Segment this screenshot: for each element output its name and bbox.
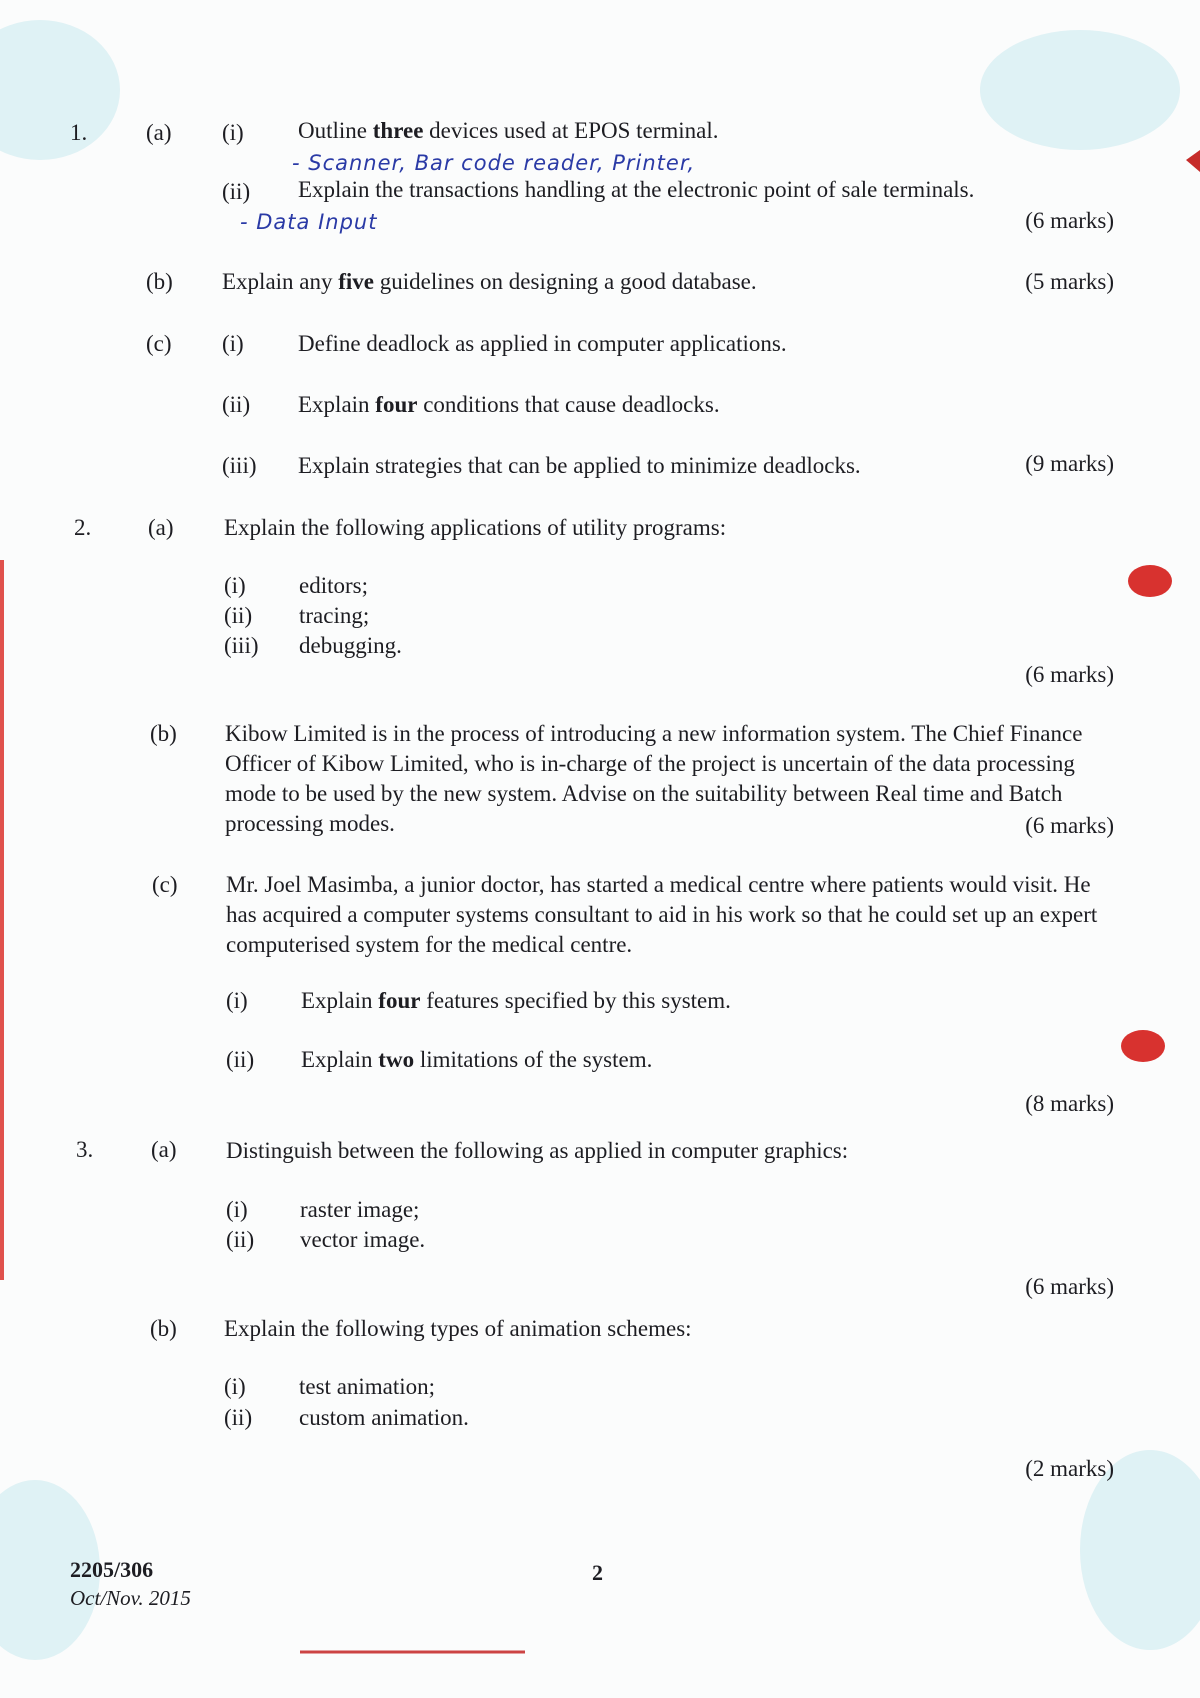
q1-c-iii-text: Explain strategies that can be applied to minimize deadlocks. <box>298 453 861 478</box>
q1-c-iii-label: (iii) <box>222 453 257 478</box>
q2-c-label: (c) <box>152 872 178 897</box>
q1-c-ii-label: (ii) <box>222 392 251 417</box>
q3-b-text: Explain the following types of animation schemes: <box>224 1316 692 1341</box>
q2-a-item-text: editors; <box>299 573 368 598</box>
q3-b-label: (b) <box>150 1316 177 1341</box>
q1-b-marks: (5 marks) <box>1025 269 1114 294</box>
text-run: Outline <box>298 118 373 143</box>
emphasis: five <box>338 269 375 294</box>
q1-a-marks: (6 marks) <box>1025 208 1114 233</box>
q1-a-ii-text: Explain the transactions handling at the electronic point of sale terminals. <box>298 177 975 202</box>
q1-a-ii-label: (ii) <box>222 179 251 204</box>
q2-c-ii-label: (ii) <box>226 1047 255 1072</box>
q3-b-item-label: (ii) <box>224 1405 253 1430</box>
q3-b-item-label: (i) <box>224 1374 246 1399</box>
text-run: Explain any <box>222 269 339 294</box>
q2-c-i-text <box>301 987 731 1015</box>
q3-a-text: Distinguish between the following as applied in computer graphics: <box>226 1138 849 1163</box>
q2-a-item-label: (i) <box>224 573 246 598</box>
text-run: Explain <box>301 988 379 1013</box>
q1-c-label: (c) <box>146 331 172 356</box>
text-run: guidelines on designing a good database. <box>374 269 757 294</box>
q1-a-label: (a) <box>146 120 172 145</box>
text-run: devices used at EPOS terminal. <box>423 118 719 143</box>
text-run: Explain <box>301 1047 379 1072</box>
emphasis: four <box>378 988 421 1013</box>
paper-code: 2205/306 <box>70 1557 154 1582</box>
red-dot <box>1121 1030 1165 1062</box>
page-number: 2 <box>592 1560 603 1585</box>
q2-a-label: (a) <box>148 515 174 540</box>
exam-date: Oct/Nov. 2015 <box>70 1586 191 1610</box>
handwritten-note: - Data Input <box>240 210 378 234</box>
q1-c-ii-text <box>298 391 720 419</box>
q2-b-label: (b) <box>150 721 177 746</box>
question-1-number: 1. <box>70 120 88 145</box>
q2-c-i-label: (i) <box>226 988 248 1013</box>
emphasis: three <box>372 118 424 143</box>
q1-a-i-label: (i) <box>222 120 244 145</box>
q2-a-marks: (6 marks) <box>1025 662 1114 687</box>
q2-b-text: Kibow Limited is in the process of introducing a new information system. The Chief Finance Officer of Kibow Limited, who is in-charge of the project is uncertain of the data processing mode to be used by the new system. Advise on the suitability between Real time and Batch processing modes. <box>225 721 1083 836</box>
q3-a-marks: (6 marks) <box>1025 1274 1114 1299</box>
q2-c-marks: (8 marks) <box>1025 1091 1114 1116</box>
q3-b-item-text: custom animation. <box>299 1405 469 1430</box>
q3-a-item-label: (ii) <box>226 1227 255 1252</box>
emphasis: four <box>375 392 418 417</box>
q3-a-item-text: vector image. <box>300 1227 426 1252</box>
q1-c-i-text: Define deadlock as applied in computer applications. <box>298 331 787 356</box>
q3-b-item-text: test animation; <box>299 1374 436 1399</box>
red-corner-mark <box>1186 150 1200 172</box>
q1-b-text <box>222 268 757 296</box>
q2-c-ii-text <box>301 1046 652 1074</box>
text-run: conditions that cause deadlocks. <box>417 392 720 417</box>
q3-a-item-text: raster image; <box>300 1197 420 1222</box>
q1-a-i-text <box>298 117 719 145</box>
q2-a-item-label: (ii) <box>224 603 253 628</box>
q2-b-marks: (6 marks) <box>1025 813 1114 838</box>
text-run: Explain <box>298 392 376 417</box>
left-red-margin <box>0 560 4 1280</box>
q3-a-item-label: (i) <box>226 1197 248 1222</box>
red-dot <box>1128 565 1172 597</box>
q2-c-text: Mr. Joel Masimba, a junior doctor, has started a medical centre where patients would visit. He has acquired a computer systems consultant to aid in his work so that he could set up an expert computerised system for the medical centre. <box>226 872 1098 957</box>
q3-b-marks: (2 marks) <box>1025 1456 1114 1481</box>
q2-a-item-label: (iii) <box>224 633 259 658</box>
question-3-number: 3. <box>76 1137 94 1162</box>
q3-a-label: (a) <box>151 1137 177 1162</box>
text-run: limitations of the system. <box>414 1047 653 1072</box>
handwritten-note: - Scanner, Bar code reader, Printer, <box>292 151 696 175</box>
emphasis: two <box>378 1047 415 1072</box>
q1-b-label: (b) <box>146 269 173 294</box>
text-run: features specified by this system. <box>420 988 731 1013</box>
q2-a-text: Explain the following applications of utility programs: <box>224 515 727 540</box>
q2-a-item-text: tracing; <box>299 603 370 628</box>
q1-c-i-label: (i) <box>222 331 244 356</box>
q1-c-marks: (9 marks) <box>1025 451 1114 476</box>
q2-a-item-text: debugging. <box>299 633 402 658</box>
question-2-number: 2. <box>74 515 92 540</box>
